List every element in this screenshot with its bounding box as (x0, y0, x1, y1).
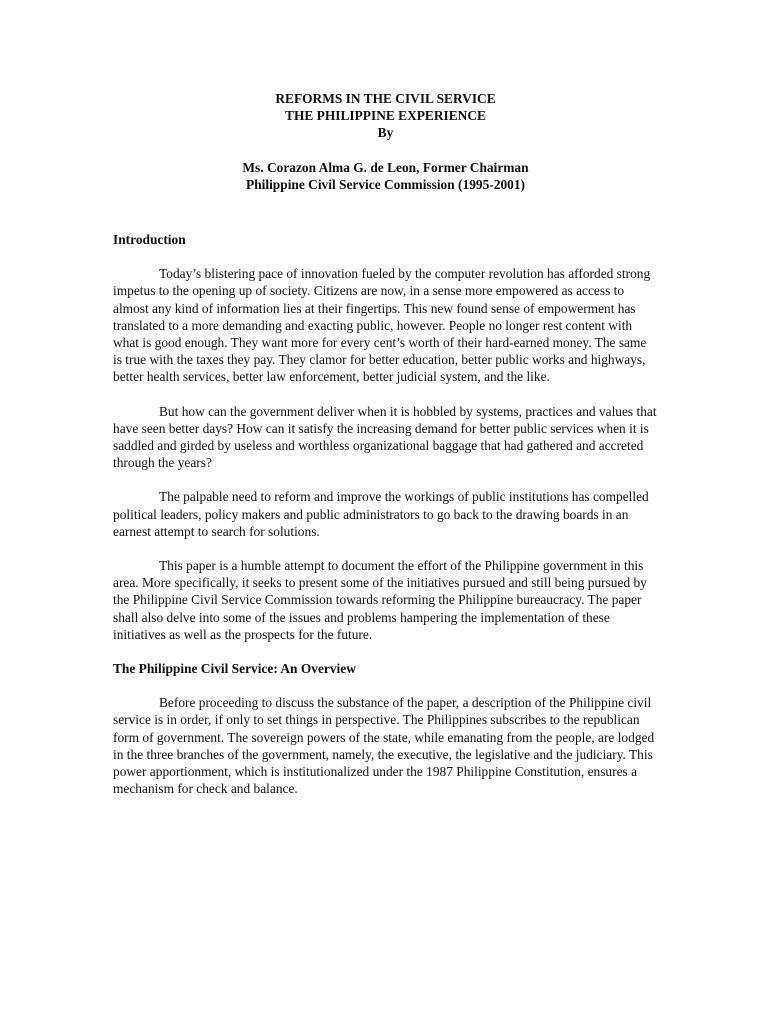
overview-paragraph-1: Before proceeding to discuss the substance of the paper, a description of the Philippine civil service is in order, if only to set things in perspective. The Philippines subscribes to the republican form of government. The sovereign powers of the state, while emanating from the people, are lodged in the three branches of the government, namely, the executive, the legislative and the judiciary. This power apportionment, which is institutionalized under the 1987 Philippine Constitution, ensures a mechanism for check and balance. (113, 695, 655, 797)
title-line-1: REFORMS IN THE CIVIL SERVICE (275, 91, 496, 106)
document-title (113, 90, 658, 142)
intro-paragraph-4: This paper is a humble attempt to document the effort of the Philippine government in this area. More specifically, it seeks to present some of the initiatives pursued and still being pursued by the Philippine Civil Service Commission towards reforming the Philippine bureaucracy. The paper shall also delve into some of the issues and problems hampering the implementation of these initiatives as well as the prospects for the future. (113, 558, 647, 642)
section-heading-introduction: Introduction (113, 232, 186, 248)
intro-paragraph-2: But how can the government deliver when it is hobbled by systems, practices and values that have seen better days? How can it satisfy the increasing demand for better public services when it is saddled and girded by useless and worthless organizational baggage that had gathered and accreted through the years? (113, 403, 657, 471)
author-info (113, 159, 658, 193)
title-line-by: By (377, 125, 394, 141)
document-page (113, 90, 658, 815)
intro-paragraph-1: Today’s blistering pace of innovation fueled by the computer revolution has afforded strong impetus to the opening up of society. Citizens are now, in a sense more empowered as access to almost any kind of information lies at their fingertips. This new found sense of empowerment has translated to a more demanding and exacting public, however. People no longer rest content with what is good enough. They want more for every cent’s worth of their hard-earned money. The same is true with the taxes they pay. They clamor for better education, better public works and highways, better health services, better law enforcement, better judicial system, and the like. (113, 266, 651, 385)
section-heading-overview: The Philippine Civil Service: An Overview (113, 661, 356, 677)
author-affiliation: Philippine Civil Service Commission (1995-2001) (246, 176, 525, 192)
intro-paragraph-3: The palpable need to reform and improve the workings of public institutions has compelled political leaders, policy makers and public administrators to go back to the drawing boards in an earnest attempt to search for solutions. (113, 489, 649, 539)
title-line-2: THE PHILIPPINE EXPERIENCE (285, 108, 486, 124)
author-name: Ms. Corazon Alma G. de Leon, Former Chairman (242, 159, 529, 175)
